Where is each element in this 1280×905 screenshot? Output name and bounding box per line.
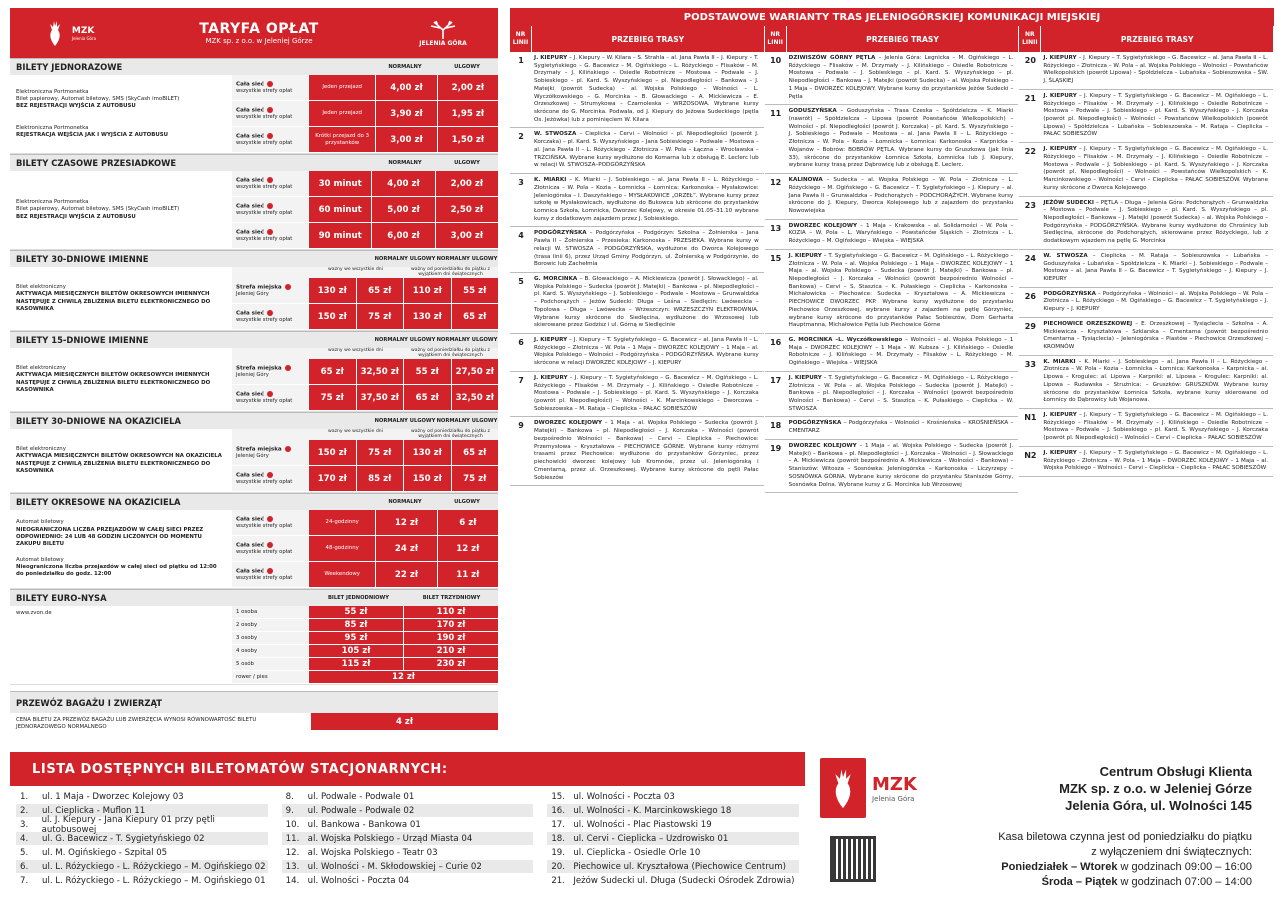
machine-item: 11. al. Wojska Polskiego - Urząd Miasta 04: [282, 832, 534, 846]
route-line: [510, 273, 764, 334]
routes-column-1: NR LINII PRZEBIEG TRASY 1 J. KIEPURY – J. Kiepury – W. Kilara – S. Strahla – al. Jana Pawła II – J. Kiepury – T. Sygietyńskiego – G. Bacewicz – M. Ogińskiego – L. Różyckiego – Flisaków – M. Drzymały – J. Kilińskiego – Osiedle Robotnicze – Mostowa – Podwale – J. Sobieskiego – pl. Kard. S. Wyszyńskiego – pl. Niepodległości – Bankowa – J. Matejki (powrót Sudecka) – al. Wojska Polskiego – Wolności – L. Wyczółkowskiego – G. Morcinka – B. Głowackiego – A. Mickiewicza – E. Orzeszkowej – Strumykowa – Czarnoleska – WRZOSOWA. Wybrane kursy skrócone do G. Morcinka. Podwala, od J. Kiepury do Jeżowa Sudeckiego (pętla Os. Jeżówka) lub z pominięciem W. Kilara 2 W. STWOSZA – Cieplicka – Cervi – Wolności – pl. Niepodległości (powrót J. Korczaka) – pl. Kard. S. Wyszyńskiego – Jana Sobieskiego – Podwale – Mostowa – al. Jana Pawła II – L. Różyckiego – Złotnicza – W. Pola – Łączna – Wrocławska – TRZCIŃSKA. Wybrane kursy wydłużone do Komarna lub z obsługą E. Leclerc lub w relacji W. STWOSZA–PODGÓRZYŃSKA 3 K. MIARKI – K. Miarki – J. Sobieskiego – al. Jana Pawła II – L. Różyckiego – Złotnicza – W. Pola – Kozia – Łomnicka – Łomnica: Karkonoska – Mysłakowice: Jeleniogórska – I. Daszyńskiego – MYSŁAKOWICE „ORZEŁ”. Wybrane kursy przez szkołę w Mysłakowicach, wydłużone do Bukowca lub skrócone do przystanków Łomnica Szkoła, Łomnicka, Dworzec Kolejowy, w okresie 01.05–31.10 wybrane kursy z dodatkowym zajazdem przez J. Sobieskiego. 4 PODGÓRZYŃSKA – Podgórzyńska – Podgórzyn: Szkolna – Żołnierska – Jana Pawła II – Żołnierska – Przesieka: Karkonoska – PRZESIEKA. Wybrane kursy w relacji W. STWOSZA – PODGÓRZYŃSKA, wydłużone do Dworca Kolejowego (trasa linii 6), przez Urząd Gminy Podgórzyn, ul. Żołnierską w Podgórzynie, do Borowic lub Zachełmia 5 G. MORCINKA – B. Głowackiego – A. Mickiewicza (powrót J. Słowackiego) – al. Wojska Polskiego – Sudecka (powrót J. Matejki) – Bankowa – pl. Niepodległości – pl. Kard. S. Wyszyńskiego – J. Sobieskiego – Podwale – Mostowa – Grunwaldzka – Podchorążych – Jeżów Sudecki: Długa – Leśna – Siedlęcin: Lwóweckia – Topolowa – Długa – Lwówecka – Wrzeszczyn: WRZESZCZYN ELEKTROWNIA. Wybrane kursy skrócone do Siedlęcina, wydłużone do Wrzosowej lub skierowane przez Godzisz i ul. Górną w Siedlęcinie 6 J. KIEPURY – J. Kiepury – T. Sygietyńskiego – G. Bacewicz – al. Jana Pawła II – L. Różyckiego – Złotnicza – W. Pola – 1 Maja – DWORZEC KOLEJOWY – 1 Maja – al. Wojska Polskiego – Wolności – Podgórzyńska – PODGÓRZYŃSKA. Wybrane kursy skrócone w relacji DWORZEC KOLEJOWY – J. KIEPURY 7 J. KIEPURY – J. Kiepury – T. Sygietyńskiego – G. Bacewicz – M. Ogińskiego – L. Różyckiego – Flisaków – M. Drzymały – J. Kilińskiego – Osiedle Robotnicze – Mostowa – Podwale – J. Sobieskiego – pl. Kard. S. Wyszyńskiego – J. Korczaka (powrót pl. Niepodległości) – Wolności – K. Marcinkowskiego – Dworcowa – Sobieszowska – M. Rataja – Cieplicka – PAŁAC SOBIESZÓW 9 DWORZEC KOLEJOWY – 1 Maja – al. Wojska Polskiego – Sudecka (powrót J. Matejki) – Bankowa – pl. Niepodległości – J. Korczaka – Wolności (powrót bezpośrednio Wolności – Bankowa) – Cervi – Cieplicka – Piechowice: Przemysłowa – Kryształowa – PIECHOWICE GÓRNE. Wybrane kursy różnymi trasami przez Piechowice: wydłużone do przystanków Górzyniec, przez piechowicki dworzec kolejowy lub Kromnów, przez ul. Jeleniogórską i Cmentarną, przez ul. Orzeszkowej. Wybrane kursy skrócone do pętli Pałac Sobieszów: [510, 26, 765, 748]
section-30-day-named: BILETY 30-DNIOWE IMIENNE NORMALNY ULGOWY NORMALNY ULGOWY: [10, 250, 498, 267]
route-line: [765, 440, 1019, 493]
route-line: [765, 52, 1019, 105]
coc-address: Jelenia Góra, ul. Wolności 145: [1065, 797, 1252, 813]
route-line: [765, 105, 1019, 174]
opening-hours: Kasa biletowa czynna jest od poniedziałku do piątku z wyłączeniem dni świątecznych: Poniedziałek – Wtorek w godzinach 09:00 – 16:00 Środa – Piątek w godzinach 07:00 – 14:00: [998, 831, 1252, 888]
tariff-title: TARYFA OPŁAT: [199, 21, 319, 37]
route-line: [510, 334, 764, 372]
city-name: JELENIA GÓRA: [419, 39, 467, 47]
line-route: DWORZEC KOLEJOWY – 1 Maja – Krakowska – al. Solidarności – W. Pola – KOZIA – W. Pola – L. Waryńskiego – Powstańców Śląskich – Złotnicza – L. Różyckiego – M. Ogińskiego – Wiejska – WIEJSKA: [788, 222, 1014, 245]
machine-item: 14. ul. Wolności - Poczta 04: [282, 874, 534, 888]
machine-item: 9. ul. Podwale - Podwale 02: [282, 804, 534, 818]
price-row: Cała sieć wszystkie strefy opłat Jeden przejazd 4,00 zł 2,00 zł: [232, 75, 498, 101]
tariff-panel: [10, 8, 498, 748]
line-route: J. KIEPURY – J. Kiepury – W. Kilara – S. Strahla – al. Jana Pawła II – J. Kiepury – T. Sygietyńskiego – G. Bacewicz – M. Ogińskiego – L. Różyckiego – Flisaków – M. Drzymały – J. Kilińskiego – Osiedle Robotnicze – Mostowa – Podwale – J. Sobieskiego – pl. Kard. S. Wyszyńskiego – pl. Niepodległości – Bankowa – J. Matejki (powrót Sudecka) – al. Wojska Polskiego – Wolności – L. Wyczółkowskiego – G. Morcinka – B. Głowackiego – A. Mickiewicza – E. Orzeszkowej – Strumykowa – Czarnoleska – WRZOSOWA. Wybrane kursy skrócone do G. Morcinka. Podwala, od J. Kiepury do Jeżowa Sudeckiego (pętla Os. Jeżówka) lub z pominięciem W. Kilara: [534, 55, 759, 123]
routes-column-3: NR LINII PRZEBIEG TRASY 20 J. KIEPURY – J. Kiepury – T. Sygietyńskiego – G. Bacewicz – al. Jana Pawła II – L. Różyckiego – Złotnicza – W. Pola – al. Wojska Polskiego – Wolności – Powstańców Wielkopolskich (powrót Lipowa) – Spółdzielcza – Lubańska – Sobieszowska – ŚW. J. ŚLĄSKIEJ 21 J. KIEPURY – J. Kiepury – T. Sygietyńskiego – G. Bacewicz – M. Ogińskiego – L. Różyckiego – Flisaków – M. Drzymały – J. Kilińskiego – Osiedle Robotnicze – Mostowa – Podwale – J. Sobieskiego – pl. Kard. S. Wyszyńskiego – J. Korczaka (powrót pl. Niepodległości) – Wolności – Powstańców Wielkopolskich (powrót Lipowa) – Spółdzielcza – Lubańska – Sobieszowska – M. Rataja – Cieplicka – PAŁAC SOBIESZÓW 22 J. KIEPURY – J. Kiepury – T. Sygietyńskiego – G. Bacewicz – M. Ogińskiego – L. Różyckiego – Flisaków – M. Drzymały – J. Kilińskiego – Osiedle Robotnicze – Mostowa – Podwale – J. Sobieskiego – pl. Kard. S. Wyszyńskiego – J. Korczaka (powrót pl. Niepodległości) – Wolności – Powstańców Wielkopolskich – K. Marcinkowskiego – Wolności – Cervi – Cieplicka – PAŁAC SOBIESZÓW. Wybrane kursy skrócone z Dworca Kolejowego 23 JEŻÓW SUDECKI – PĘTLA – Długa – Jelenia Góra: Podchorążych – Grunwaldzka – Mostowa – Podwale – J. Sobieskiego – pl. Kard. S. Wyszyńskiego – pl. Niepodległości – Bankowa – J. Matejki (powrót Sudecka) – al. Wojska Polskiego – Podgórzyńska – PODGÓRZYŃSKA. Wybrane kursy wydłużone do Chrośnicy lub Siedlęcina, skrócone do Podchorążych, skierowane przez Różyckiego, lub z dodatkowym wjazdem na pętlę G. Morcinka 24 W. STWOSZA – Cieplicka – M. Rataja – Sobieszowska – Lubańska – Goduszyńska – Lubańska – Spółdzielcza – K. Miarki – J. Sobieskiego – Podwale – Mostowa – al. Jana Pawła II – G. Bacewicz – T. Sygietyńskiego – J. Kiepury – J. KIEPURY 26 PODGÓRZYŃSKA – Podgórzyńska – Wolności – al. Wojska Polskiego – W. Pola – Złotnicza – L. Różyckiego – M. Ogińskiego – G. Bacewicz – T. Sygietyńskiego – J. Kiepury – J. KIEPURY 29 PIECHOWICE ORZESZKOWEJ – E. Orzeszkowej – Tysiąclecia – Szkolna – A. Mickiewicza – Kryształowa – Szklarska – Cmentarna (powrót bezpośrednio Cmentarna – Tysiąclecia) – Jeleniogórska – Piastów – Piechowice Orzeszkowej – KROMNÓW 33 K. MIARKI – K. Miarki – J. Sobieskiego – al. Jana Pawła II – L. Różyckiego – Złotnicza – W. Pola – Kozia – Łomnicka – Łomnica: Karkonoska – Karpnicka – al. Lipowa – Krogulec: al. Lipowa – Karpniki: al. Lipowa – Krogulec: Karpniki: al. Lipowa – Rudawska – Strużnica: – Gruszków: GRUSZKÓW. Wybrane kursy skrócone do przystanków Łomnica Szkoła, wybrane kursy skierowane od Łomnicy do Dąbrowicy lub Wojanowa. N1 J. KIEPURY – J. Kiepury – T. Sygietyńskiego – G. Bacewicz – M. Ogińskiego – L. Różyckiego – Flisaków – M. Drzymały – J. Kilińskiego – Osiedle Robotnicze – Mostowa – Podwale – J. Sobieskiego – pl. Kard. S. Wyszyńskiego – J. Korczaka (powrót pl. Niepodległości) – Wolności – Cervi – Cieplicka – PAŁAC SOBIESZÓW N2 J. KIEPURY – J. Kiepury – T. Sygietyńskiego – G. Bacewicz – M. Ogińskiego – L. Różyckiego – Złotnicza – W. Pola – 1 Maja – DWORZEC KOLEJOWY – 1 Maja – al. Wojska Polskiego – Wolności – Cervi – Cieplicka – Cieplicka – PAŁAC SOBIESZÓW: [1019, 26, 1274, 748]
machine-item: 10. ul. Bankowa - Bankowa 01: [282, 818, 534, 832]
line-number: 6: [518, 338, 524, 347]
group-15-day-named: Bilet elektroniczny AKTYWACJA MIESIĘCZNYCH BILETÓW OKRESOWYCH IMIENNYCH NASTĘPUJE Z CHWILĄ ZBLIŻENIA BILETU ELEKTRONICZNEGO DO KASOWNIKA wazny we wszystkie dni ważny od poniedziałku do piątku z wyjątkiem dni świątecznych Strefa miejska Jeleniej Góry 65 zł 32,50 zł 55 zł 27,50 zł Cała sieć wszystkie strefy opłat 75 zł 37,50 zł 65 zł 32,50 zł: [10, 348, 498, 412]
line-route: W. STWOSZA – Cieplicka – M. Rataja – Sobieszowska – Lubańska – Goduszyńska – Lubańska – Spółdzielcza – K. Miarki – J. Sobieskiego – Podwale – Mostowa – al. Jana Pawła II – G. Bacewicz – T. Sygietyńskiego – J. Kiepury – J. KIEPURY: [1043, 252, 1269, 282]
line-route: J. KIEPURY – J. Kiepury – T. Sygietyńskiego – G. Bacewicz – M. Ogińskiego – L. Różyckiego – Flisaków – M. Drzymały – J. Kilińskiego – Osiedle Robotnicze – Mostowa – Podwale – J. Sobieskiego – pl. Kard. S. Wyszyńskiego – J. Korczaka (powrót pl. Niepodległości) – Wolności – Cervi – Cieplicka – PAŁAC SOBIESZÓW: [1043, 412, 1269, 442]
line-number: 16: [770, 338, 782, 347]
line-route: J. KIEPURY – J. Kiepury – T. Sygietyńskiego – G. Bacewicz – M. Ogińskiego – L. Różyckiego – Złotnicza – W. Pola – 1 Maja – DWORZEC KOLEJOWY – 1 Maja – al. Wojska Polskiego – Wolności – Cervi – Cieplicka – Cieplicka – PAŁAC SOBIESZÓW: [1043, 449, 1269, 472]
machine-item: 18. ul. Cervi - Cieplicka – Uzdrowisko 01: [547, 832, 799, 846]
line-route: PIECHOWICE ORZESZKOWEJ – E. Orzeszkowej – Tysiąclecia – Szkolna – A. Mickiewicza – Kryształowa – Szklarska – Cmentarna (powrót bezpośrednio Cmentarna – Tysiąclecia) – Jeleniogórska – Piastów – Piechowice Orzeszkowej – KROMNÓW: [1043, 320, 1269, 350]
route-line: [510, 128, 764, 174]
line-number: 10: [770, 56, 782, 65]
machine-item: 13. ul. Wolności - M. Skłodowskiej – Curie 02: [282, 860, 534, 874]
price-row: Cała sieć wszystkie strefy opłat Jeden przejazd 3,90 zł 1,95 zł: [232, 101, 498, 127]
line-number: 24: [1024, 253, 1036, 263]
customer-service: [818, 752, 1272, 902]
route-line: [1019, 52, 1273, 90]
price-row: Cała sieć wszystkie strefy opłat 30 minut 4,00 zł 2,00 zł: [232, 171, 498, 197]
machine-item: 19. ul. Cieplicka - Osiedle Orle 10: [547, 846, 799, 860]
route-line: [1019, 288, 1273, 318]
line-route: J. KIEPURY – T. Sygietyńskiego – G. Bacewicz – M. Ogińskiego – L. Różyckiego – Złotnicza – W. Pola – al. Wojska Polskiego – Sudecka (powrót J. Matejki) – Bankowa – pl. Niepodległości – J. Korczaka – Wolności (powrót bezpośrednio Wolności – Bankowa) – Cervi – S. Staszica – K. Pułaskiego – Cieplicka – W. STWOSZA: [788, 374, 1014, 412]
line-route: DWORZEC KOLEJOWY – 1 Maja – al. Wojska Polskiego – Sudecka (powrót J. Matejki) – Bankowa – pl. Niepodległości – J. Korczaka – Wolności – J. Słowackiego – A. Mickiewicza (powrót bezpośrednio A. Mickiewicza – Wolności – Bankowa) – Staniszów: Witosza – Sosnówka: Jeleniogórska – Karkonoska – Liczyrzepy – SOSNÓWKA GÓRNA. Wybrane kursy skrócone do przystanku Staniszów Górny, Sosnówka Dolna. Wybrane kursy z G. Morcinka lub Wrzosowej: [788, 442, 1014, 488]
route-line: [1019, 250, 1273, 288]
route-line: [1019, 356, 1273, 409]
line-number: N2: [1024, 450, 1037, 460]
line-route: K. MIARKI – K. Miarki – J. Sobieskiego – al. Jana Pawła II – L. Różyckiego – Złotnicza – W. Pola – Kozia – Łomnicka – Łomnica: Karkonoska – Karpnicka – al. Lipowa – Krogulec: al. Lipowa – Karpniki: al. Lipowa – Krogulec: Karpniki: al. Lipowa – Rudawska – Strużnica: – Gruszków: GRUSZKÓW. Wybrane kursy skrócone do przystanków Łomnica Szkoła, wybrane kursy skierowane od Łomnicy do Dąbrowicy lub Wojanowa.: [1043, 358, 1269, 404]
group-30-day-bearer: Bilet elektroniczny AKTYWACJA MIESIĘCZNYCH BILETÓW OKRESOWYCH NA OKAZICIELA NASTĘPUJE Z CHWILĄ ZBLIŻENIA BILETU ELEKTRONICZNEGO DO KASOWNIKA wazny we wszystkie dni ważny od poniedziałku do piątku z wyjątkiem dni świątecznych Strefa miejska Jeleniej Góry 150 zł 75 zł 130 zł 65 zł Cała sieć wszystkie strefy opłat 170 zł 85 zł 150 zł 75 zł: [10, 429, 498, 493]
line-number: 29: [1024, 321, 1036, 331]
mzk-logo: [10, 8, 130, 58]
group-time: Elektroniczna Portmonetka Bilet papierowy, Automat biletowy, SMS (SkyCash imoBILET) BEZ REJESTRACJI WYJŚCIA Z AUTOBUSU Cała sieć wszystkie strefy opłat 30 minut 4,00 zł 2,00 zł Cała sieć wszystkie strefy opłat 60 minut 5,00 zł 2,50 zł Cała sieć wszystkie strefy opłat 90 minut 6,00 zł 3,00 zł: [10, 171, 498, 250]
line-number: 26: [1024, 291, 1036, 301]
route-line: [765, 334, 1019, 372]
line-number: 13: [770, 223, 782, 233]
route-line: [1019, 318, 1273, 356]
city-logo: [388, 8, 498, 58]
section-baggage: PRZEWÓZ BAGAŻU I ZWIERZĄT: [10, 691, 498, 713]
route-line: [765, 417, 1019, 439]
line-number: 4: [518, 231, 524, 241]
machine-item: 6. ul. L. Różyckiego - L. Różyckiego – M. Ogińskiego 02: [16, 860, 268, 874]
route-line: [765, 220, 1019, 250]
line-route: J. KIEPURY – J. Kiepury – T. Sygietyńskiego – G. Bacewicz – M. Ogińskiego – L. Różyckiego – Flisaków – M. Drzymały – J. Kilińskiego – Osiedle Robotnicze – Mostowa – Podwale – J. Sobieskiego – pl. Kard. S. Wyszyńskiego – J. Korczaka (powrót pl. Niepodległości) – Wolności – Powstańców Wielkopolskich – K. Marcinkowskiego – Wolności – Cervi – Cieplicka – PAŁAC SOBIESZÓW. Wybrane kursy skrócone z Dworca Kolejowego: [1043, 146, 1269, 191]
qr-code: [830, 836, 876, 882]
tariff-subtitle: MZK sp. z o.o. w Jeleniej Górze: [205, 37, 313, 45]
section-period-bearer: BILETY OKRESOWE NA OKAZICIELA NORMALNY ULGOWY: [10, 493, 498, 510]
section-15-day-named: BILETY 15-DNIOWE IMIENNE NORMALNY ULGOWY NORMALNY ULGOWY: [10, 331, 498, 348]
group-single: Elektroniczna Portmonetka Bilet papierowy, Automat biletowy, SMS (SkyCash imoBILET) BEZ REJESTRACJI WYJŚCIA Z AUTOBUSU Elektroniczna Portmonetka REJESTRACJA WEJŚCIA JAK I WYJŚCIA Z AUTOBUSU Cała sieć wszystkie strefy opłat Jeden przejazd 4,00 zł 2,00 zł Cała sieć wszystkie strefy opłat Jeden przejazd 3,90 zł 1,95 zł Cała sieć wszystkie strefy opłat Krótki przejazd do 3 przystanków 3,00 zł 1,50 zł: [10, 75, 498, 154]
price-row: Cała sieć wszystkie strefy opłat 170 zł 85 zł 150 zł 75 zł: [232, 466, 498, 492]
price-row: Cała sieć wszystkie strefy opłat 60 minut 5,00 zł 2,50 zł: [232, 197, 498, 223]
group-euro-nysa: www.zvon.de 1 osoba 55 zł 110 zł 2 osoby 85 zł 170 zł 3 osoby 95 zł 190 zł 4 osoby 105 zł 210 zł 5 osób 115 zł 230 zł rower / pies 12 zł: [10, 606, 498, 685]
line-route: JEŻÓW SUDECKI – PĘTLA – Długa – Jelenia Góra: Podchorążych – Grunwaldzka – Mostowa – Podwale – J. Sobieskiego – pl. Kard. S. Wyszyńskiego – pl. Niepodległości – Bankowa – J. Matejki (powrót Sudecka) – al. Wojska Polskiego – Podgórzyńska – PODGÓRZYŃSKA. Wybrane kursy wydłużone do Chrośnicy lub Siedlęcina, skrócone do Podchorążych, skierowane przez Różyckiego, lub z dodatkowym wjazdem na pętlę G. Morcinka: [1043, 199, 1269, 245]
line-route: PODGÓRZYŃSKA – Podgórzyńska – Wolności – Krośnieńska – KROŚNIEŃSKA – CMENTARZ: [788, 420, 1014, 435]
section-30-day-bearer: BILETY 30-DNIOWE NA OKAZICIELA NORMALNY ULGOWY NORMALNY ULGOWY: [10, 412, 498, 429]
price-row: Cała sieć wszystkie strefy opłat Krótki przejazd do 3 przystanków 3,00 zł 1,50 zł: [232, 127, 498, 153]
line-number: 5: [518, 276, 524, 286]
route-line: [510, 227, 764, 273]
route-line: [1019, 197, 1273, 250]
machine-item: 17. ul. Wolności - Plac Piastowski 19: [547, 818, 799, 832]
brand-name: MZK: [71, 25, 95, 36]
deer-icon: [820, 758, 866, 818]
line-route: J. KIEPURY – J. Kiepury – T. Sygietyńskiego – G. Bacewicz – al. Jana Pawła II – L. Różyckiego – Złotnicza – W. Pola – 1 Maja – DWORZEC KOLEJOWY – 1 Maja – al. Wojska Polskiego – Wolności – Podgórzyńska – PODGÓRZYŃSKA. Wybrane kursy skrócone w relacji DWORZEC KOLEJOWY – J. KIEPURY: [534, 337, 759, 367]
route-line: [1019, 143, 1273, 196]
line-number: 33: [1024, 359, 1036, 369]
line-route: DWORZEC KOLEJOWY – 1 Maja – al. Wojska Polskiego – Sudecka (powrót J. Matejki) – Bankowa – pl. Niepodległości – J. Korczaka – Wolności (powrót bezpośrednio Wolności – Bankowa) – Cervi – Cieplicka – Piechowice: Przemysłowa – Kryształowa – PIECHOWICE GÓRNE. Wybrane kursy różnymi trasami przez Piechowice: wydłużone do przystanków Górzyniec, przez piechowicki dworzec kolejowy lub Kromnów, przez ul. Jeleniogórską i Cmentarną, przez ul. Orzeszkowej. Wybrane kursy skrócone do pętli Pałac Sobieszów: [534, 420, 759, 481]
bottom-panel: [10, 752, 1272, 902]
routes-column-2: NR LINII PRZEBIEG TRASY 10 DZIWISZÓW GÓRNY PĘTLA – Jelenia Góra: Legnicka – M. Ogińskiego – L. Różyckiego – Flisaków – M. Drzymały – J. Kilińskiego – Osiedle Robotnicze – Mostowa – Podwale – J. Sobieskiego – pl. Kard. S. Wyszyńskiego – pl. Niepodległości – Bankowa – J. Matejki (powrót Sudecka) – al. Wojska Polskiego – 1 Maja – DWORZEC KOLEJOWY. Wybrane kursy do przystanków Jeżów Sudecki – Pętla 11 GODUSZYŃSKA – Goduszyńska – Trasa Czeska – Spółdzielcza – K. Miarki (nawrót) – Spółdzielcza – Lipowa (powrót Powstańców Wielkopolskich) – Wolności – pl. Niepodległości (powrót J. Korczaka) – pl. Kard. S. Wyszyńskiego – J. Sobieskiego – Podwale – Mostowa – al. Jana Pawła II – L. Różyckiego – Złotnicza – W. Pola – Kozia – Łomnicka – Łomnica: Karkonoska – Karpnicka – Wojanów – Bobrów: BOBRÓW PĘTLA. Wybrane kursy do Gruszkowa (jak linia 33), skrócone do przystanków Łomnica Szkoła, Łomnicka lub J. Kiepury, wybrane kursy trasą przez Dąbrowicę lub z obsługą E. Leclerc. 12 KALINOWA – Sudecka – al. Wojska Polskiego – W. Pola – Złotnicza – L. Różyckiego – M. Ogińskiego – G. Bacewicz – T. Sygietyńskiego – J. Kiepury – al. Jana Pawła II – Grunwaldzka – Podchorążych – PODCHORĄŻYCH. Wybrane kursy skrócone do J. Kiepury, Dworca Kolejowego lub z zajazdem do przystanku Nowowiejska 13 DWORZEC KOLEJOWY – 1 Maja – Krakowska – al. Solidarności – W. Pola – KOZIA – W. Pola – L. Waryńskiego – Powstańców Śląskich – Złotnicza – L. Różyckiego – M. Ogińskiego – Wiejska – WIEJSKA 15 J. KIEPURY – T. Sygietyńskiego – G. Bacewicz – M. Ogińskiego – L. Różyckiego – Złotnicza – W. Pola – al. Wojska Polskiego – 1 Maja – DWORZEC KOLEJOWY – 1 Maja – al. Wojska Polskiego – Sudecka (powrót J. Matejki) – Bankowa – pl. Niepodległości – J. Korczaka – Wolności (powrót bezpośrednio Wolności – Bankowa) – Cervi – S. Staszica – K. Pułaskiego – Cieplicka – Karkonoska – Michałowicka – Piechowice: Sudecka – Kryształowa – A. Mickiewicza – PIECHOWICE DWORZEC PKP. Wybrane kursy wydłużone do przystanku Piechowice Orzeszkowej, wybrane kursy z zajazdem na pętlę Górzyniec, wybrane kursy skrócone do przystanków Pałac Sobieszów, Dom Gerharta Hauptmanna, Michałowice Pętla lub Piechowice Górne 16 G. MORCINKA –L. Wyczółkowskiego – Wolności – al. Wojska Polskiego – 1 Maja – DWORZEC KOLEJOWY – 1 Maja – W. Kubsza – J. Kilińskiego – Osiedle Robotnicze – J. Kilińskiego – M. Drzymały – Flisaków – L. Różyckiego – M. Ogińskiego – Wiejska – WIEJSKA 17 J. KIEPURY – T. Sygietyńskiego – G. Bacewicz – M. Ogińskiego – L. Różyckiego – Złotnicza – W. Pola – al. Wojska Polskiego – Sudecka (powrót J. Matejki) – Bankowa – pl. Niepodległości – J. Korczaka – Wolności (powrót bezpośrednio Wolności – Bankowa) – Cervi – S. Staszica – K. Pułaskiego – Cieplicka – W. STWOSZA 18 PODGÓRZYŃSKA – Podgórzyńska – Wolności – Krośnieńska – KROŚNIEŃSKA – CMENTARZ 19 DWORZEC KOLEJOWY – 1 Maja – al. Wojska Polskiego – Sudecka (powrót J. Matejki) – Bankowa – pl. Niepodległości – J. Korczaka – Wolności – J. Słowackiego – A. Mickiewicza (powrót bezpośrednio A. Mickiewicza – Wolności – Bankowa) – Staniszów: Witosza – Sosnówka: Jeleniogórska – Karkonoska – Liczyrzepy – SOSNÓWKA GÓRNA. Wybrane kursy skrócone do przystanku Staniszów Górny, Sosnówka Dolna. Wybrane kursy z G. Morcinka lub Wrzosowej: [765, 26, 1020, 748]
line-number: 17: [770, 375, 782, 385]
line-route: PODGÓRZYŃSKA – Podgórzyńska – Wolności – al. Wojska Polskiego – W. Pola – Złotnicza – L. Różyckiego – M. Ogińskiego – G. Bacewicz – T. Sygietyńskiego – J. Kiepury – J. KIEPURY: [1043, 290, 1269, 313]
line-number: 21: [1024, 93, 1036, 103]
price-row: Cała sieć wszystkie strefy opłat 150 zł 75 zł 130 zł 65 zł: [232, 304, 498, 330]
line-route: G. MORCINKA –L. Wyczółkowskiego – Wolności – al. Wojska Polskiego – 1 Maja – DWORZEC KOLEJOWY – 1 Maja – W. Kubsza – J. Kilińskiego – Osiedle Robotnicze – J. Kilińskiego – M. Drzymały – Flisaków – L. Różyckiego – M. Ogińskiego – Wiejska – WIEJSKA: [788, 337, 1014, 367]
line-number: 7: [518, 375, 524, 385]
section-euro-nysa: BILETY EURO-NYSA BILET JEDNODNIOWY BILET TRZYDNIOWY: [10, 589, 498, 606]
section-single: BILETY JEDNORAZOWE NORMALNY ULGOWY: [10, 58, 498, 75]
section-time: BILETY CZASOWE PRZESIADKOWE NORMALNY ULGOWY: [10, 154, 498, 171]
line-number: 20: [1024, 56, 1036, 65]
line-number: 19: [770, 443, 782, 453]
line-route: DZIWISZÓW GÓRNY PĘTLA – Jelenia Góra: Legnicka – M. Ogińskiego – L. Różyckiego – Flisaków – M. Drzymały – J. Kilińskiego – Osiedle Robotnicze – Mostowa – Podwale – J. Sobieskiego – pl. Kard. S. Wyszyńskiego – pl. Niepodległości – Bankowa – J. Matejki (powrót Sudecka) – al. Wojska Polskiego – 1 Maja – DWORZEC KOLEJOWY. Wybrane kursy do przystanków Jeżów Sudecki – Pętla: [788, 55, 1014, 100]
machine-item: 16. ul. Wolności - K. Marcinkowskiego 18: [547, 804, 799, 818]
route-line: [1019, 90, 1273, 143]
routes-panel: [510, 8, 1274, 748]
line-route: G. MORCINKA – B. Głowackiego – A. Mickiewicza (powrót J. Słowackiego) – al. Wojska Polskiego – Sudecka (powrót J. Matejki) – Bankowa – pl. Niepodległości – pl. Kard. S. Wyszyńskiego – J. Sobieskiego – Podwale – Mostowa – Grunwaldzka – Podchorążych – Jeżów Sudecki: Długa – Leśna – Siedlęcin: Lwóweckia – Topolowa – Długa – Lwówecka – Wrzeszczyn: WRZESZCZYN ELEKTROWNIA. Wybrane kursy skrócone do Siedlęcina, wydłużone do Wrzosowej lub skierowane przez Godzisz i ul. Górną w Siedlęcinie: [534, 275, 759, 329]
line-route: KALINOWA – Sudecka – al. Wojska Polskiego – W. Pola – Złotnicza – L. Różyckiego – M. Ogińskiego – G. Bacewicz – T. Sygietyńskiego – J. Kiepury – al. Jana Pawła II – Grunwaldzka – Podchorążych – PODCHORĄŻYCH. Wybrane kursy skrócone do J. Kiepury, Dworca Kolejowego lub z zajazdem do przystanku Nowowiejska: [788, 177, 1014, 214]
deer-icon: [44, 18, 66, 48]
line-route: J. KIEPURY – J. Kiepury – T. Sygietyńskiego – G. Bacewicz – al. Jana Pawła II – L. Różyckiego – Złotnicza – W. Pola – al. Wojska Polskiego – Wolności – Powstańców Wielkopolskich (powrót Lipowa) – Spółdzielcza – Lubańska – Sobieszowska – ŚW. J. ŚLĄSKIEJ: [1043, 55, 1269, 85]
price-row: Strefa miejska Jeleniej Góry 65 zł 32,50 zł 55 zł 27,50 zł: [232, 359, 498, 385]
machine-item: 7. ul. L. Różyckiego - L. Różyckiego – M. Ogińskiego 01: [16, 874, 268, 888]
line-number: 15: [770, 253, 782, 263]
machines-col-1: [16, 790, 268, 888]
line-number: 18: [770, 421, 782, 431]
line-route: J. KIEPURY – J. Kiepury – T. Sygietyńskiego – G. Bacewicz – M. Ogińskiego – L. Różyckiego – Flisaków – M. Drzymały – J. Kilińskiego – Osiedle Robotnicze – Mostowa – Podwale – J. Sobieskiego – pl. Kard. S. Wyszyńskiego – J. Korczaka (powrót pl. Niepodległości) – Wolności – K. Marcinkowskiego – Dworcowa – Sobieszowska – M. Rataja – Cieplicka – PAŁAC SOBIESZÓW: [534, 374, 759, 412]
machine-item: 4. ul. G. Bacewicz - T. Sygietyńskiego 02: [16, 832, 268, 846]
mzk-logo-large: MZK Jelenia Góra: [820, 758, 930, 818]
line-number: 11: [770, 109, 782, 119]
group-baggage: CENA BILETU ZA PRZEWÓZ BAGAŻU LUB ZWIERZĘCIA WYNOSI RÓWNOWARTOŚĆ BILETU JEDNORAZOWEGO NORMALNEGO 4 zł: [10, 713, 498, 736]
route-line: [765, 174, 1019, 220]
line-number: 2: [518, 132, 524, 142]
price-row: Cała sieć wszystkie strefy opłat 24-godzinny 12 zł 6 zł: [232, 510, 498, 536]
machines-title: LISTA DOSTĘPNYCH BILETOMATÓW STACJONARNYCH:: [10, 752, 805, 786]
price-row: Cała sieć wszystkie strefy opłat 90 minut 6,00 zł 3,00 zł: [232, 223, 498, 249]
machine-item: 8. ul. Podwale - Podwale 01: [282, 790, 534, 804]
route-line: [510, 372, 764, 418]
price-row: Cała sieć wszystkie strefy opłat 48-godzinny 24 zł 12 zł: [232, 536, 498, 562]
machine-item: 21. Jeżów Sudecki ul. Długa (Sudecki Ośrodek Zdrowia): [547, 874, 799, 888]
machines-col-2: [282, 790, 534, 888]
coc-title: Centrum Obsługi Klienta: [1099, 764, 1252, 779]
machine-item: 5. ul. M. Ogińskiego - Szpital 05: [16, 846, 268, 860]
line-route: GODUSZYŃSKA – Goduszyńska – Trasa Czeska – Spółdzielcza – K. Miarki (nawrót) – Spółdzielcza – Lipowa (powrót Powstańców Wielkopolskich) – Wolności – pl. Niepodległości (powrót J. Korczaka) – pl. Kard. S. Wyszyńskiego – J. Sobieskiego – Podwale – Mostowa – al. Jana Pawła II – L. Różyckiego – Złotnicza – W. Pola – Kozia – Łomnicka – Łomnica: Karkonoska – Karpnicka – Wojanów – Bobrów: BOBRÓW PĘTLA. Wybrane kursy do Gruszkowa (jak linia 33), skrócone do przystanków Łomnica Szkoła, Łomnicka lub J. Kiepury, wybrane kursy trasą przez Dąbrowicę lub z obsługą E. Leclerc.: [788, 108, 1014, 169]
antlers-icon: [428, 20, 458, 40]
machine-item: 12. al. Wojska Polskiego - Teatr 03: [282, 846, 534, 860]
ticket-machines: [10, 752, 805, 888]
line-route: PODGÓRZYŃSKA – Podgórzyńska – Podgórzyn: Szkolna – Żołnierska – Jana Pawła II – Żołnierska – Przesieka: Karkonoska – PRZESIEKA. Wybrane kursy w relacji W. STWOSZA – PODGÓRZYŃSKA, wydłużone do Dworca Kolejowego (trasa linii 6), przez Urząd Gminy Podgórzyn, ul. Żołnierską w Podgórzynie, do Borowic lub Zachełmia: [534, 230, 759, 268]
route-line: [765, 250, 1019, 334]
line-route: J. KIEPURY – T. Sygietyńskiego – G. Bacewicz – M. Ogińskiego – L. Różyckiego – Złotnicza – W. Pola – al. Wojska Polskiego – 1 Maja – DWORZEC KOLEJOWY – 1 Maja – al. Wojska Polskiego – Sudecka (powrót J. Matejki) – Bankowa – pl. Niepodległości – J. Korczaka – Wolności (powrót bezpośrednio Wolności – Bankowa) – Cervi – S. Staszica – K. Pułaskiego – Cieplicka – Karkonoska – Michałowicka – Piechowice: Sudecka – Kryształowa – A. Mickiewicza – PIECHOWICE DWORZEC PKP. Wybrane kursy wydłużone do przystanku Piechowice Orzeszkowej, wybrane kursy z zajazdem na pętlę Górzyniec, wybrane kursy skrócone do przystanków Pałac Sobieszów, Dom Gerharta Hauptmanna, Michałowice Pętla lub Piechowice Górne: [788, 252, 1014, 329]
price-row: Cała sieć wszystkie strefy opłat 75 zł 37,50 zł 65 zł 32,50 zł: [232, 385, 498, 411]
brand-sub: Jelenia Góra: [71, 35, 97, 41]
zvon-link[interactable]: www.zvon.de: [16, 610, 52, 616]
price-row: Strefa miejska Jeleniej Góry 150 zł 75 zł 130 zł 65 zł: [232, 440, 498, 466]
line-route: W. STWOSZA – Cieplicka – Cervi – Wolności – pl. Niepodległości (powrót J. Korczaka) – pl. Kard. S. Wyszyńskiego – Jana Sobieskiego – Podwale – Mostowa – al. Jana Pawła II – L. Różyckiego – Złotnicza – W. Pola – Łączna – Wrocławska – TRZCIŃSKA. Wybrane kursy wydłużone do Komarna lub z obsługą E. Leclerc lub w relacji W. STWOSZA–PODGÓRZYŃSKA: [534, 131, 759, 169]
machines-col-3: [547, 790, 799, 888]
coc-company: MZK sp. z o.o. w Jeleniej Górze: [1059, 780, 1252, 796]
machine-item: 1. ul. 1 Maja - Dworzec Kolejowy 03: [16, 790, 268, 804]
line-number: 12: [770, 178, 782, 188]
line-number: 22: [1024, 147, 1036, 157]
machine-item: 2. ul. Cieplicka - Muflon 11: [16, 804, 268, 818]
routes-title: PODSTAWOWE WARIANTY TRAS JELENIOGÓRSKIEJ KOMUNIKACJI MIEJSKIEJ: [510, 8, 1274, 26]
route-line: [1019, 447, 1273, 477]
route-line: [510, 417, 764, 486]
machine-item: 15. ul. Wolności - Poczta 03: [547, 790, 799, 804]
tariff-header: [10, 8, 498, 58]
line-number: 1: [518, 56, 524, 65]
line-number: 9: [518, 421, 524, 431]
route-line: [765, 372, 1019, 418]
group-30-day-named: Bilet elektroniczny AKTYWACJA MIESIĘCZNYCH BILETÓW OKRESOWYCH IMIENNYCH NASTĘPUJE Z CHWILĄ ZBLIŻENIA BILETU ELEKTRONICZNEGO DO KASOWNIKA wazny we wszystkie dni ważny od poniedziałku do piątku z wyjątkiem dni świątecznych Strefa miejska Jeleniej Góry 130 zł 65 zł 110 zł 55 zł Cała sieć wszystkie strefy opłat 150 zł 75 zł 130 zł 65 zł: [10, 267, 498, 331]
route-line: [1019, 409, 1273, 447]
machine-item: 20. Piechowice ul. Kryształowa (Piechowice Centrum): [547, 860, 799, 874]
line-route: K. MIARKI – K. Miarki – J. Sobieskiego – al. Jana Pawła II – L. Różyckiego – Złotnicza – W. Pola – Kozia – Łomnicka – Łomnica: Karkonoska – Mysłakowice: Jeleniogórska – I. Daszyńskiego – MYSŁAKOWICE „ORZEŁ”. Wybrane kursy przez szkołę w Mysłakowicach, wydłużone do Bukowca lub skrócone do przystanków Łomnica Szkoła, Łomnicka, Dworzec Kolejowy, w okresie 01.05–31.10 wybrane kursy z dodatkowym zajazdem przez J. Sobieskiego.: [534, 177, 759, 222]
line-number: N1: [1024, 413, 1037, 423]
price-row: Cała sieć wszystkie strefy opłat Weekendowy 22 zł 11 zł: [232, 562, 498, 588]
line-route: J. KIEPURY – J. Kiepury – T. Sygietyńskiego – G. Bacewicz – M. Ogińskiego – L. Różyckiego – Flisaków – M. Drzymały – J. Kilińskiego – Osiedle Robotnicze – Mostowa – Podwale – J. Sobieskiego – pl. Kard. S. Wyszyńskiego – J. Korczaka (powrót pl. Niepodległości) – Wolności – Powstańców Wielkopolskich (powrót Lipowa) – Spółdzielcza – Lubańska – Sobieszowska – M. Rataja – Cieplicka – PAŁAC SOBIESZÓW: [1043, 92, 1269, 138]
price-row: Strefa miejska Jeleniej Góry 130 zł 65 zł 110 zł 55 zł: [232, 278, 498, 304]
route-line: [510, 174, 764, 227]
line-number: 23: [1024, 200, 1036, 210]
group-period: Automat biletowy NIEOGRANICZONA LICZBA PRZEJAZDÓW W CAŁEJ SIECI PRZEZ ODPOWIEDNIO: 24 LUB 48 GODZIN LICZONYCH OD MOMENTU ZAKUPU BILETU Automat biletowy Nieograniczona liczba przejazdów w całej sieci od piątku od 12:00 do poniedziałku do godz. 12:00 Cała sieć wszystkie strefy opłat 24-godzinny 12 zł 6 zł Cała sieć wszystkie strefy opłat 48-godzinny 24 zł 12 zł Cała sieć wszystkie strefy opłat Weekendowy 22 zł 11 zł: [10, 510, 498, 589]
route-line: [510, 52, 764, 128]
line-number: 3: [518, 178, 524, 188]
machine-item: 3. ul. J. Kiepury - Jana Kiepury 01 przy pętli autobusowej: [16, 818, 268, 832]
